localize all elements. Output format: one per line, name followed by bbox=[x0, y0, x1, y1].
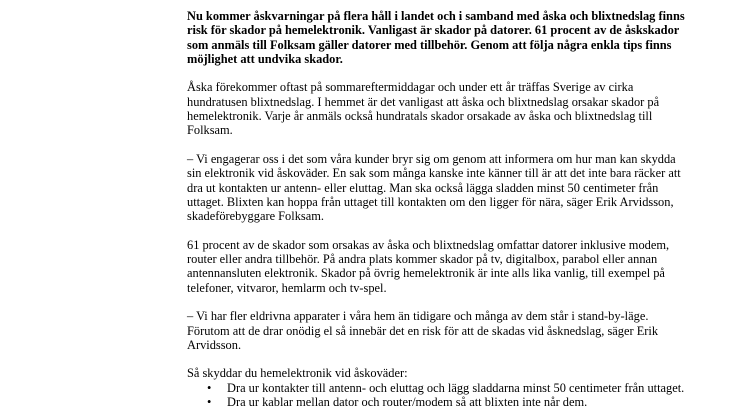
list-item-text: Dra ur kablar mellan dator och router/modem så att blixten inte når dem. bbox=[227, 395, 588, 410]
tips-list bbox=[187, 381, 687, 410]
list-item bbox=[207, 395, 687, 410]
article-paragraph: 61 procent av de skador som orsakas av åska och blixtnedslag omfattar datorer inklusive modem, router eller andra tillbehör. På andra plats kommer skador på tv, digitalbox, parabol eller annan antennansluten elektronik. Skador på övrig hemelektronik är inte alls lika vanlig, till exempel på telefoner, vitvaror, hemlarm och tv-spel. bbox=[187, 237, 670, 295]
article-paragraph: Åska förekommer oftast på sommareftermiddagar och under ett år träffas Sverige av cirka hundratusen blixtnedslag. I hemmet är det vanligast att åska och blixtnedslag orsakar skador på hemelektronik. Varje år anmäls också hundratals skador orsakade av åska och blixtnedslag till Folksam. bbox=[187, 80, 660, 138]
document-page bbox=[187, 9, 687, 409]
article-paragraph: – Vi engagerar oss i det som våra kunder bryr sig om genom att informera om hur man kan skydda sin elektronik vid åskoväder. En sak som många kanske inte känner till är att det inte bara räcker att dra ut kontakten ur antenn- eller eluttag. Man ska också lägga sladden minst 50 centimeter från uttaget. Blixten kan hoppa från uttaget till kontakten om den ligger för nära, säger Erik Arvidsson, skadeförebyggare Folksam. bbox=[187, 151, 681, 224]
bullet-icon: • bbox=[207, 380, 212, 395]
tips-list-intro: Så skyddar du hemelektronik vid åskoväder: bbox=[187, 366, 408, 381]
list-item-text: Dra ur kontakter till antenn- och eluttag och lägg sladdarna minst 50 centimeter från uttaget. bbox=[227, 380, 685, 395]
article-paragraph: – Vi har fler eldrivna apparater i våra hem än tidigare och många av dem står i stand-by-läge. Förutom att de drar onödig el så innebär det en risk för att de skadas vid åsknedslag, säger Erik Arvidsson. bbox=[187, 309, 659, 352]
bullet-icon: • bbox=[207, 395, 212, 410]
article-lead: Nu kommer åskvarningar på flera håll i landet och i samband med åska och blixtnedslag finns risk för skador på hemelektronik. Vanligast är skador på datorer. 61 procent av de åskskador som anmäls till Folksam gäller datorer med tillbehör. Genom att följa några enkla tips finns möjlighet att undvika skador. bbox=[187, 9, 685, 66]
list-item bbox=[207, 380, 687, 395]
